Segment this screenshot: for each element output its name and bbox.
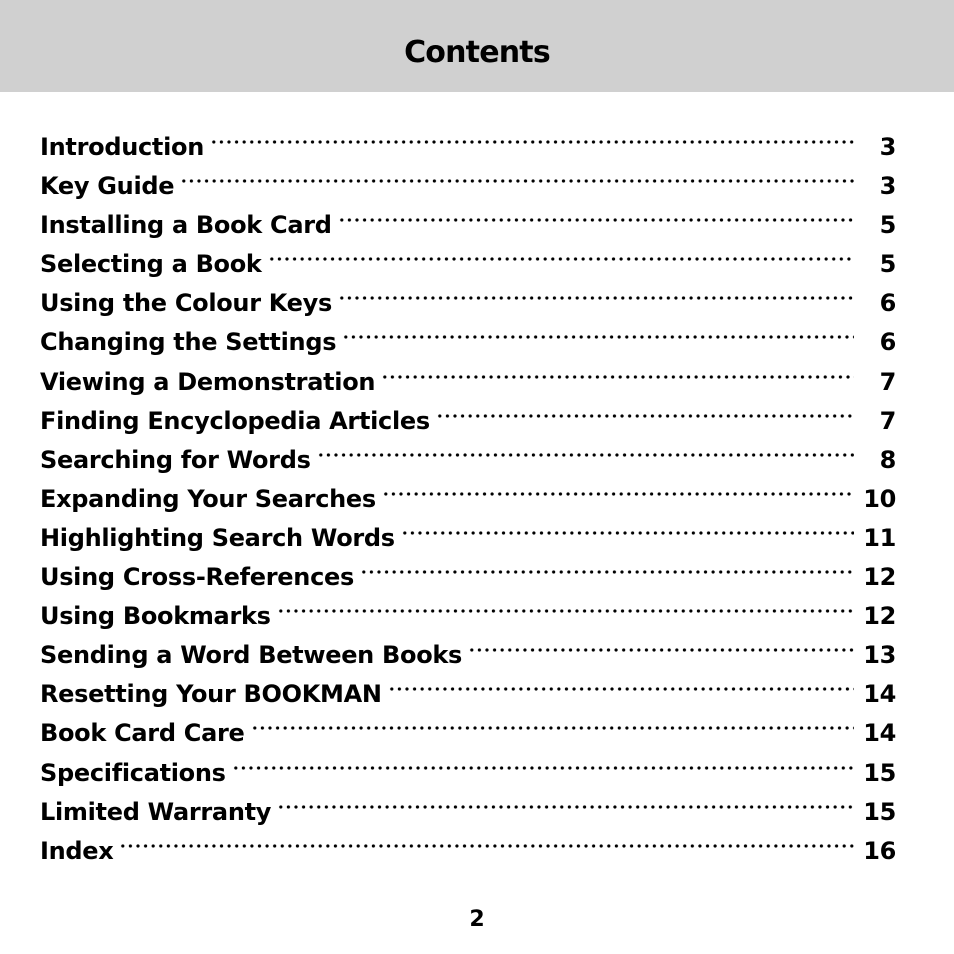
- toc-entry-page: 14: [863, 719, 896, 748]
- toc-entry-title: Selecting a Book: [40, 250, 262, 279]
- toc-entry-title: Viewing a Demonstration: [40, 367, 376, 396]
- toc-entry-page: 12: [863, 563, 896, 592]
- toc-entry-title: Specifications: [40, 758, 226, 787]
- header-band: [0, 0, 954, 92]
- toc-dot-leader: [317, 429, 854, 468]
- toc-dot-leader: [277, 781, 854, 820]
- toc-dot-leader: [436, 390, 854, 429]
- toc-dot-leader: [119, 820, 854, 859]
- toc-entry-title: Expanding Your Searches: [40, 484, 376, 513]
- toc-entry-page: 6: [879, 328, 896, 357]
- toc-entry-title: Using Cross-References: [40, 563, 354, 592]
- toc-dot-leader: [251, 702, 855, 741]
- toc-entry[interactable]: [40, 116, 896, 161]
- toc-dot-leader: [381, 351, 854, 390]
- toc-entry-page: 5: [879, 211, 896, 240]
- table-of-contents: [40, 116, 896, 865]
- toc-dot-leader: [360, 546, 854, 585]
- toc-entry-title: Finding Encyclopedia Articles: [40, 406, 430, 435]
- toc-entry-page: 15: [863, 758, 896, 787]
- toc-entry-title: Introduction: [40, 133, 204, 161]
- toc-entry-title: Key Guide: [40, 172, 175, 201]
- toc-dot-leader: [468, 624, 854, 663]
- toc-entry-title: Installing a Book Card: [40, 211, 332, 240]
- toc-entry-title: Index: [40, 836, 114, 865]
- toc-entry-page: 10: [863, 484, 896, 513]
- toc-entry-page: 14: [863, 680, 896, 709]
- toc-entry-page: 5: [879, 250, 896, 279]
- toc-dot-leader: [338, 194, 854, 233]
- toc-entry-title: Changing the Settings: [40, 328, 337, 357]
- toc-entry-title: Limited Warranty: [40, 797, 272, 826]
- toc-entry-page: 3: [879, 133, 896, 161]
- page-title: Contents: [404, 35, 550, 70]
- toc-dot-leader: [268, 233, 854, 272]
- toc-entry-title: Searching for Words: [40, 445, 311, 474]
- toc-entry-page: 16: [863, 836, 896, 865]
- toc-entry-title: Using Bookmarks: [40, 602, 271, 631]
- toc-dot-leader: [232, 742, 854, 781]
- toc-entry-title: Highlighting Search Words: [40, 523, 395, 552]
- toc-entry-page: 7: [879, 367, 896, 396]
- toc-entry-page: 13: [863, 641, 896, 670]
- toc-dot-leader: [401, 507, 854, 546]
- toc-entry-title: Using the Colour Keys: [40, 289, 332, 318]
- toc-dot-leader: [388, 663, 854, 702]
- toc-entry-page: 15: [863, 797, 896, 826]
- toc-dot-leader: [338, 272, 854, 311]
- toc-dot-leader: [210, 116, 854, 155]
- toc-entry-page: 3: [879, 172, 896, 201]
- toc-entry-page: 8: [879, 445, 896, 474]
- toc-entry-page: 7: [879, 406, 896, 435]
- toc-dot-leader: [180, 155, 854, 194]
- toc-dot-leader: [277, 585, 854, 624]
- toc-entry-page: 6: [879, 289, 896, 318]
- toc-entry-page: 12: [863, 602, 896, 631]
- toc-dot-leader: [382, 468, 854, 507]
- toc-entry-title: Sending a Word Between Books: [40, 641, 463, 670]
- toc-entry-title: Resetting Your BOOKMAN: [40, 680, 382, 709]
- toc-entry[interactable]: [40, 820, 896, 865]
- toc-dot-leader: [342, 311, 854, 350]
- toc-entry-page: 11: [863, 523, 896, 552]
- page-number: 2: [469, 907, 485, 932]
- toc-entry-title: Book Card Care: [40, 719, 245, 748]
